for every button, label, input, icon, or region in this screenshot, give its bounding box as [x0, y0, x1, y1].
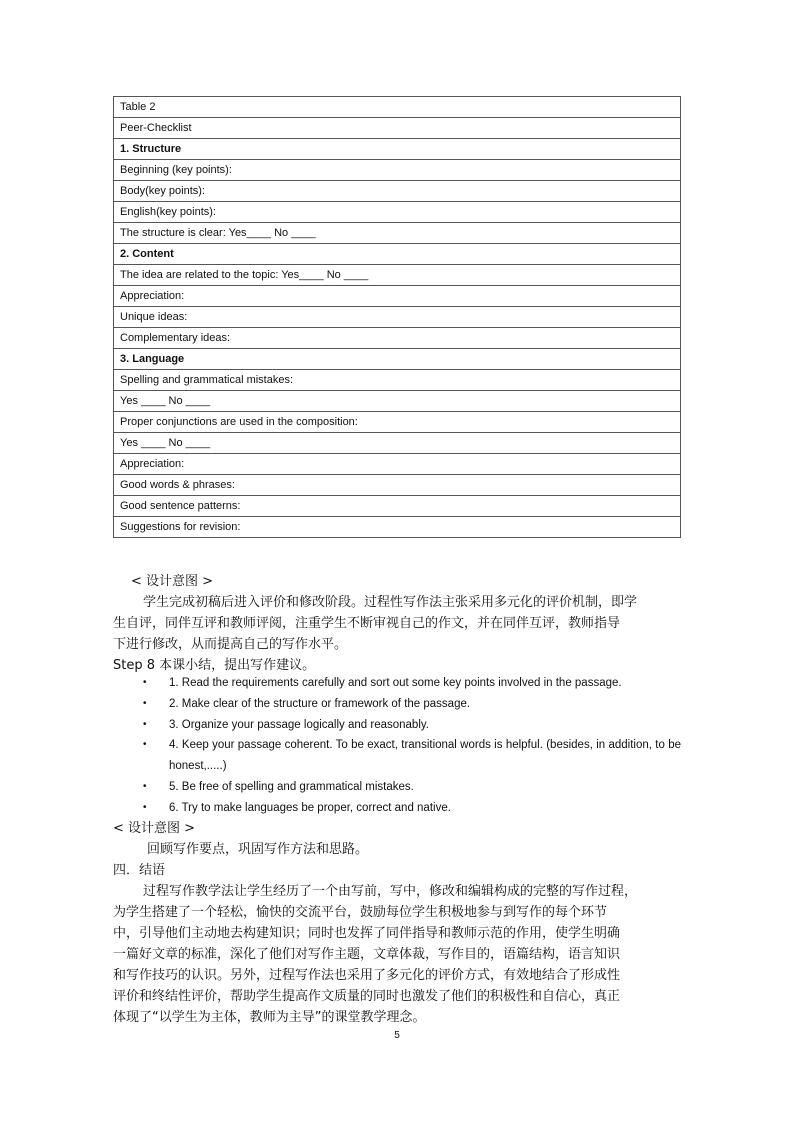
design-intent-line: 下进行修改，从而提高自己的写作水平。: [113, 637, 348, 652]
design-intent-1: [113, 571, 681, 676]
list-item: • 4. Keep your passage coherent. To be exact, transitional words is helpful. (besides, in addition, to be honest,.....): [113, 735, 681, 777]
table-row: [114, 517, 681, 538]
list-item: • 2. Make clear of the structure or framework of the passage.: [113, 694, 681, 715]
paragraph-line: 中，引导他们主动地去构建知识；同时也发挥了同伴指导和教师示范的作用，使学生明确: [113, 926, 621, 941]
table-cell: Proper conjunctions are used in the composition:: [114, 412, 681, 433]
table-row: [114, 391, 681, 412]
table-row: [114, 202, 681, 223]
paragraph-line: 评价和终结性评价，帮助学生提高作文质量的同时也激发了他们的积极性和自信心，真正: [113, 989, 621, 1004]
conclusion-paragraph: [113, 881, 681, 1028]
bullet-icon: •: [143, 697, 147, 709]
list-item: • 6. Try to make languages be proper, correct and native.: [113, 798, 681, 819]
bullet-icon: •: [143, 739, 147, 751]
table-row: [114, 223, 681, 244]
bullet-icon: •: [143, 801, 147, 813]
list-item: • 3. Organize your passage logically and reasonably.: [113, 715, 681, 736]
design-intent-heading: < 设计意图 >: [131, 574, 214, 589]
table-cell: Good sentence patterns:: [114, 496, 681, 517]
table-row: [114, 118, 681, 139]
table-row: [114, 496, 681, 517]
table-row: [114, 475, 681, 496]
table-row: [114, 370, 681, 391]
table-cell: Suggestions for revision:: [114, 517, 681, 538]
design-intent-text: 回顾写作要点，巩固写作方法和思路。: [147, 842, 369, 857]
table-cell: Yes ____ No ____: [114, 391, 681, 412]
table-cell: Beginning (key points):: [114, 160, 681, 181]
table-cell: 1. Structure: [114, 139, 681, 160]
table-row: [114, 286, 681, 307]
peer-checklist-table: [113, 96, 681, 538]
design-intent-line: 学生完成初稿后进入评价和修改阶段。过程性写作法主张采用多元化的评价机制，即学: [143, 595, 638, 610]
table-cell: Good words & phrases:: [114, 475, 681, 496]
table-row: [114, 307, 681, 328]
table-row: [114, 328, 681, 349]
table-row: [114, 265, 681, 286]
table-row: [114, 97, 681, 118]
table-cell: Body(key points):: [114, 181, 681, 202]
table-row: [114, 349, 681, 370]
table-cell: Appreciation:: [114, 454, 681, 475]
design-intent-2: [113, 818, 681, 881]
table-row: [114, 139, 681, 160]
table-cell: Spelling and grammatical mistakes:: [114, 370, 681, 391]
design-intent-heading: < 设计意图 >: [113, 821, 196, 836]
paragraph-line: 体现了“以学生为主体，教师为主导”的课堂教学理念。: [113, 1010, 426, 1025]
step8-title: Step 8 本课小结，提出写作建议。: [113, 658, 316, 673]
table-cell: Appreciation:: [114, 286, 681, 307]
step8-list-container: [113, 673, 681, 819]
paragraph-line: 为学生搭建了一个轻松，愉快的交流平台，鼓励每位学生积极地参与到写作的每个环节: [113, 905, 608, 920]
page-number: 5: [394, 1030, 400, 1041]
list-item: • 1. Read the requirements carefully and sort out some key points involved in the passage.: [113, 673, 681, 694]
table-row: [114, 412, 681, 433]
paragraph-line: 和写作技巧的认识。另外，过程写作法也采用了多元化的评价方式，有效地结合了形成性: [113, 968, 621, 983]
table-row: [114, 454, 681, 475]
step8-list: [113, 673, 681, 819]
table-cell: 3. Language: [114, 349, 681, 370]
table-cell: Complementary ideas:: [114, 328, 681, 349]
bullet-icon: •: [143, 780, 147, 792]
paragraph-line: 过程写作教学法让学生经历了一个由写前，写中，修改和编辑构成的完整的写作过程，: [143, 884, 638, 899]
table-row: [114, 244, 681, 265]
bullet-icon: •: [143, 677, 147, 688]
table-cell: English(key points):: [114, 202, 681, 223]
table-cell: Yes ____ No ____: [114, 433, 681, 454]
paragraph-line: 一篇好文章的标准，深化了他们对写作主题，文章体裁，写作目的，语篇结构，语言知识: [113, 947, 621, 962]
list-item: • 5. Be free of spelling and grammatical mistakes.: [113, 777, 681, 798]
table-cell: Unique ideas:: [114, 307, 681, 328]
table-row: [114, 181, 681, 202]
table-cell: 2. Content: [114, 244, 681, 265]
table-cell: The structure is clear: Yes____ No ____: [114, 223, 681, 244]
design-intent-line: 生自评，同伴互评和教师评阅，注重学生不断审视自己的作文，并在同伴互评，教师指导: [113, 616, 621, 631]
bullet-icon: •: [143, 718, 147, 730]
table-row: [114, 160, 681, 181]
table-row: [114, 433, 681, 454]
table-cell: Table 2: [114, 97, 681, 118]
table-cell: The idea are related to the topic: Yes____ No ____: [114, 265, 681, 286]
table-cell: Peer-Checklist: [114, 118, 681, 139]
section-heading: 四．结语: [113, 863, 166, 878]
